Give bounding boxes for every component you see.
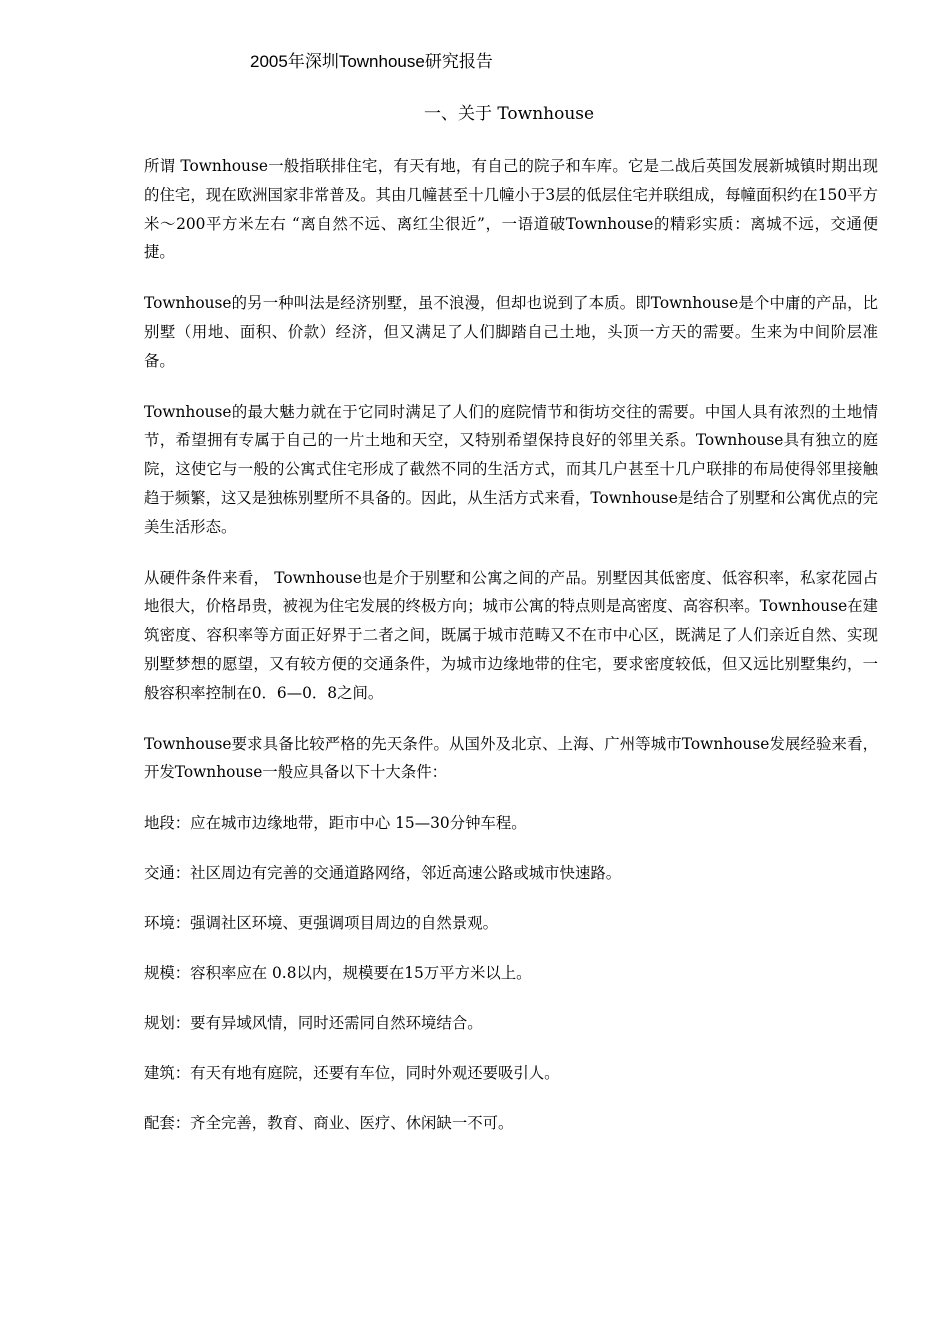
- condition-architecture: 建筑：有天有地有庭院，还要有车位，同时外观还要吸引人。: [144, 1064, 560, 1083]
- paragraph-prerequisites: Townhouse要求具备比较严格的先天条件。从国外及北京、上海、广州等城市Townhouse发展经验来看，开发Townhouse一般应具备以下十大条件：: [144, 734, 878, 782]
- paragraph-charm: Townhouse的最大魅力就在于它同时满足了人们的庭院情节和街坊交往的需要。中国人具有浓烈的土地情节，希望拥有专属于自己的一片土地和天空，又特别希望保持良好的邻里关系。Townhouse具有独立的庭院，这使它与一般的公寓式住宅形成了截然不同的生活方式，而其几户甚至十几户联排的布局使得邻里接触趋于频繁，这又是独栋别墅所不具备的。因此，从生活方式来看，Townhouse是结合了别墅和公寓优点的完美生活形态。: [144, 402, 878, 536]
- paragraph-townhouse-definition: 所谓 Townhouse一般指联排住宅，有天有地，有自己的院子和车库。它是二战后英国发展新城镇时期出现的住宅，现在欧洲国家非常普及。其由几幢甚至十几幢小于3层的低层住宅并联组成，每幢面积约在150平方米～200平方米左右 “离自然不远、离红尘很近”，一语道破Townhouse的精彩实质：离城不远，交通便捷。: [144, 157, 878, 262]
- condition-planning: 规划：要有异域风情，同时还需同自然环境结合。: [144, 1014, 483, 1033]
- condition-environment: 环境：强调社区环境、更强调项目周边的自然景观。: [144, 914, 498, 933]
- document-title: 2005年深圳Townhouse研究报告: [250, 52, 493, 71]
- condition-location: 地段：应在城市边缘地带，距市中心 15—30分钟车程。: [144, 814, 527, 833]
- paragraph-hardware-conditions: 从硬件条件来看， Townhouse也是介于别墅和公寓之间的产品。别墅因其低密度、低容积率，私家花园占地很大，价格昂贵，被视为住宅发展的终极方向；城市公寓的特点则是高密度、高容积率。Townhouse在建筑密度、容积率等方面正好界于二者之间，既属于城市范畴又不在市中心区，既满足了人们亲近自然、实现别墅梦想的愿望，又有较方便的交通条件，为城市边缘地带的住宅，要求密度较低，但又远比别墅集约，一般容积率控制在0．6—0．8之间。: [144, 568, 878, 702]
- section-heading: 一、关于 Townhouse: [424, 104, 595, 124]
- document-body: [144, 152, 878, 1159]
- condition-transport: 交通：社区周边有完善的交通道路网络，邻近高速公路或城市快速路。: [144, 864, 622, 883]
- paragraph-economic-villa: Townhouse的另一种叫法是经济别墅，虽不浪漫，但却也说到了本质。即Townhouse是个中庸的产品，比别墅（用地、面积、价款）经济，但又满足了人们脚踏自己土地，头顶一方天的需要。生来为中间阶层准备。: [144, 294, 878, 370]
- condition-facilities: 配套：齐全完善，教育、商业、医疗、休闲缺一不可。: [144, 1114, 514, 1133]
- condition-scale: 规模：容积率应在 0.8以内，规模要在15万平方米以上。: [144, 964, 532, 983]
